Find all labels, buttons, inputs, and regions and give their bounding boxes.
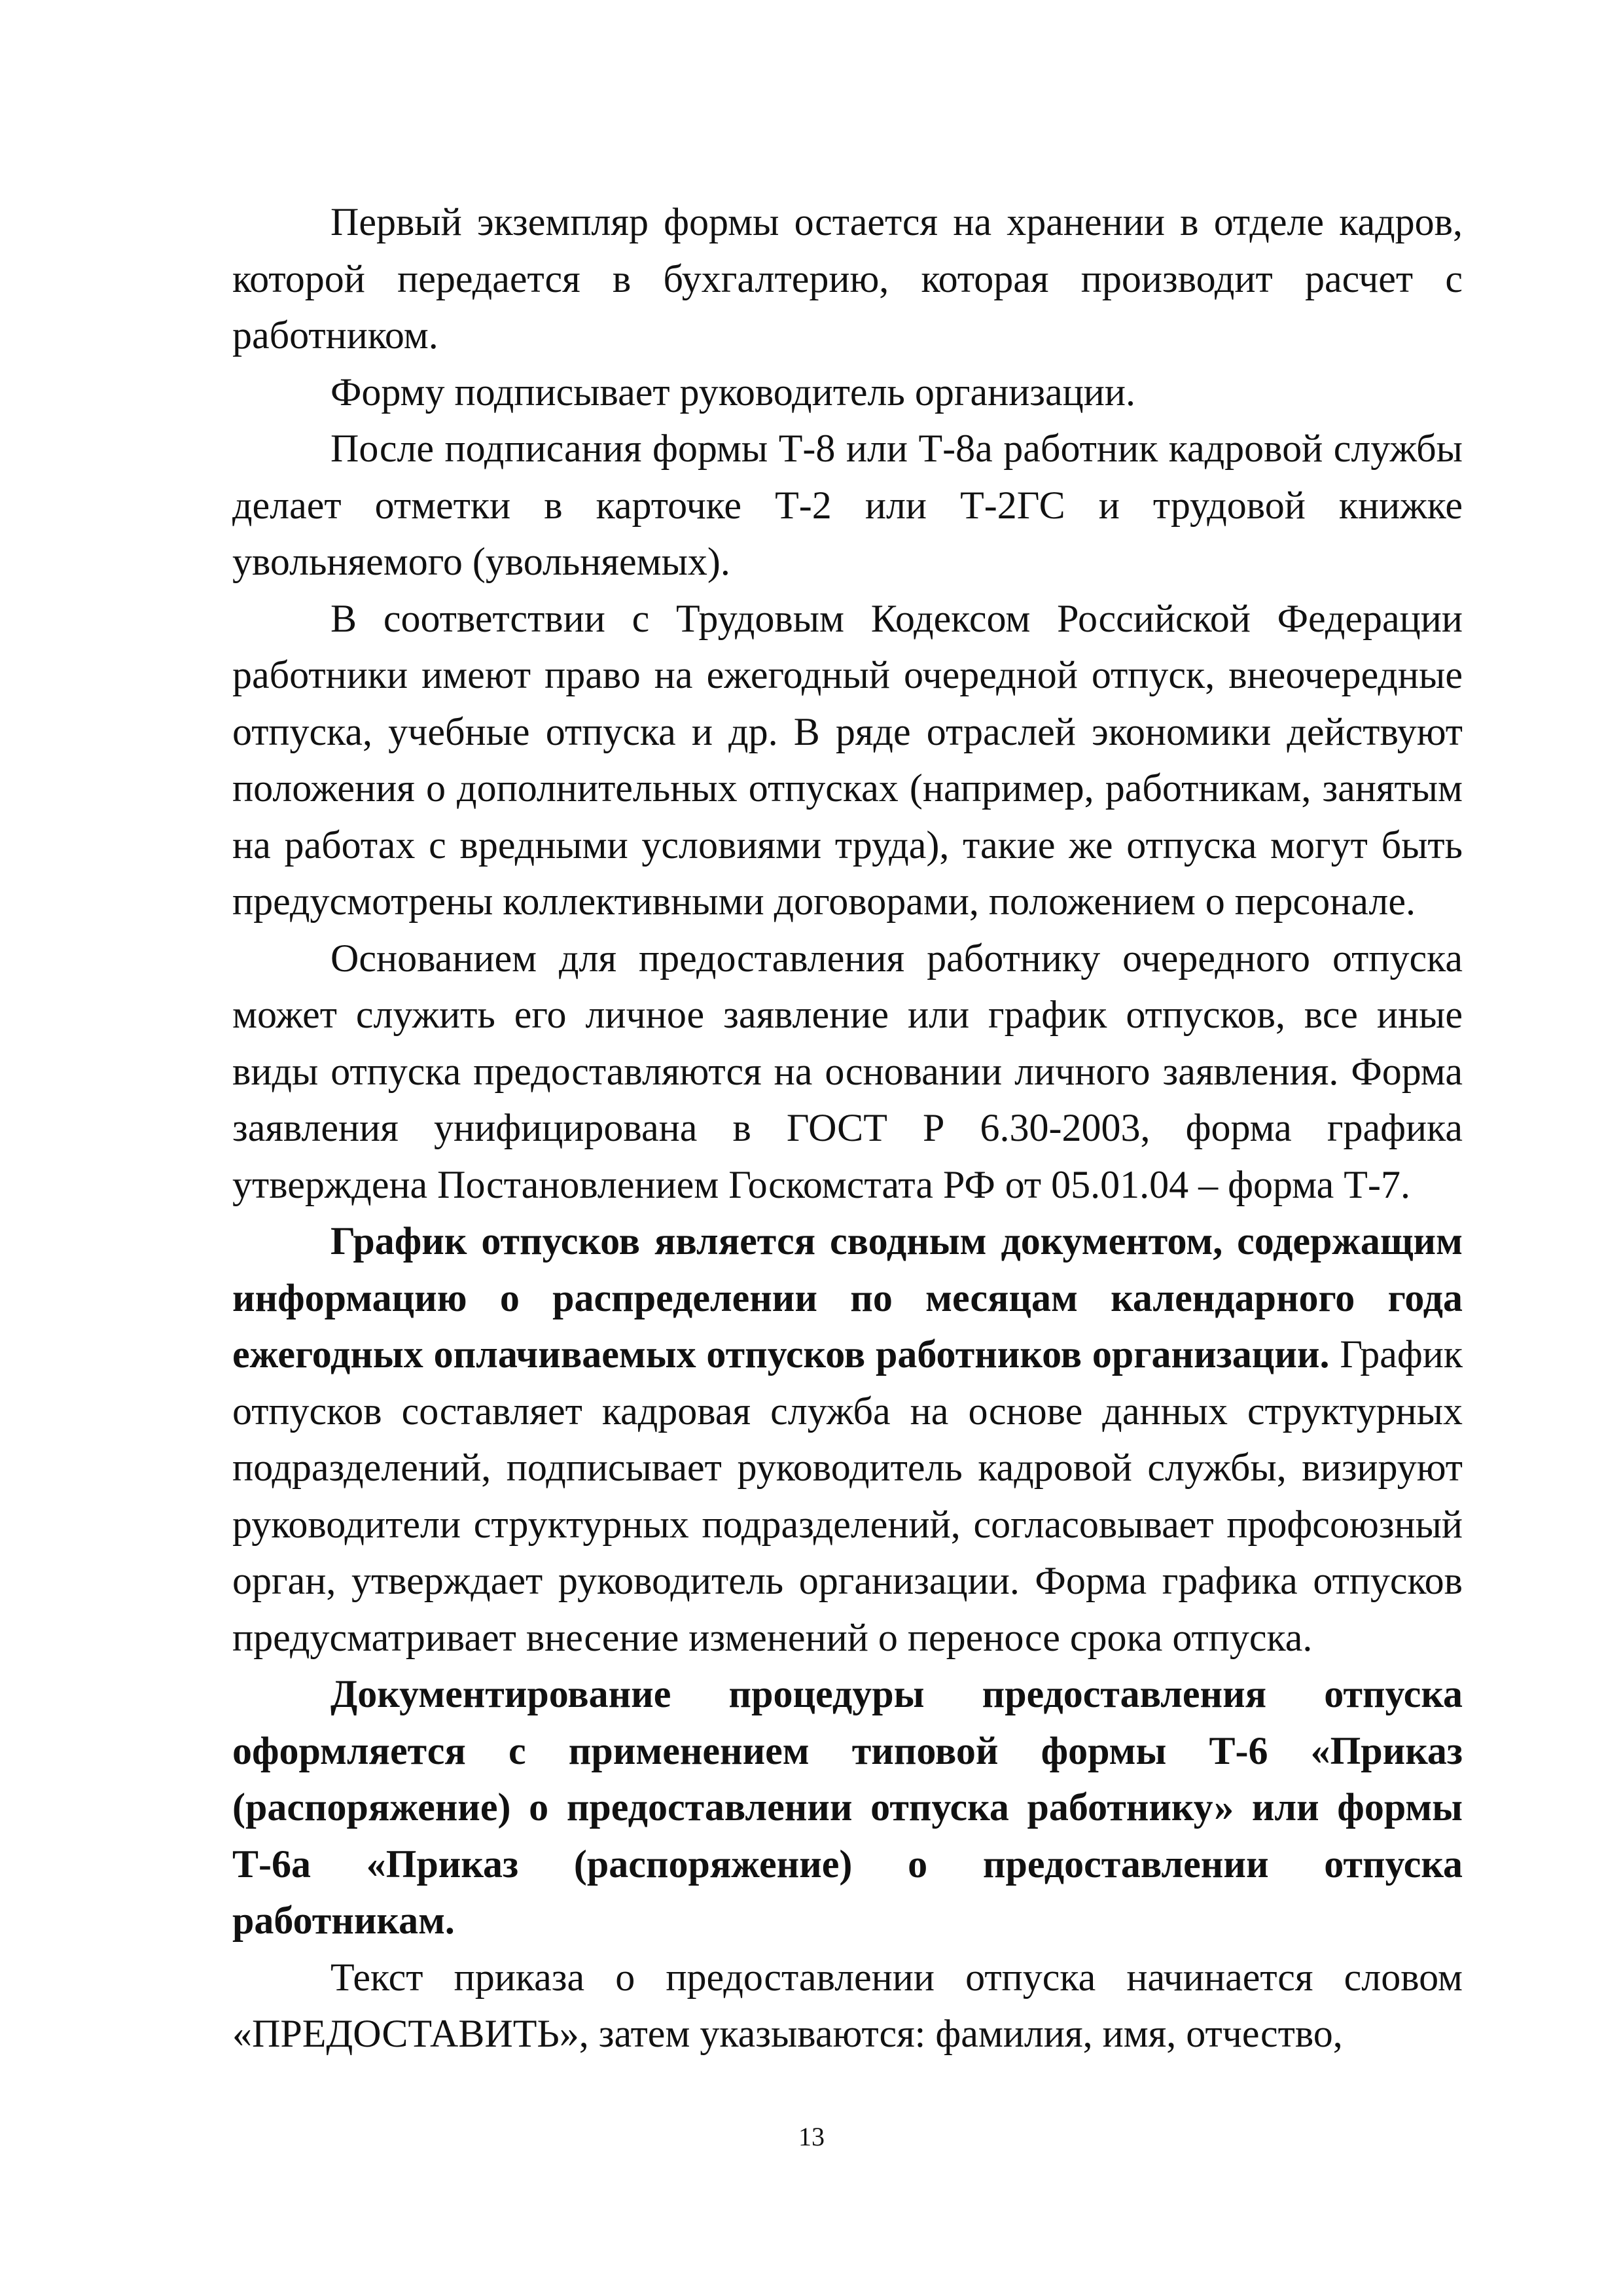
paragraph-3	[232, 420, 1463, 590]
paragraph-1	[232, 194, 1463, 364]
paragraph-8	[232, 1949, 1463, 2062]
paragraph-5	[232, 930, 1463, 1213]
page-number: 13	[798, 2122, 825, 2151]
paragraph-6-text: График отпусков составляет кадровая служба на основе данных структурных подразделений, подписывает руководитель кадровой службы, визируют руководители структурных подразделений, согласовывает профсоюзный орган, утверждает руководитель организации. Форма графика отпусков предусматривает внесение изменений о переносе срока отпуска.	[232, 1333, 1463, 1659]
paragraph-4	[232, 590, 1463, 930]
paragraph-1-text: Первый экземпляр формы остается на хранении в отделе кадров, которой передается в бухгалтерию, которая производит расчет с работником.	[232, 200, 1463, 357]
document-body	[232, 194, 1463, 2062]
paragraph-5-text: Основанием для предоставления работнику очередного отпуска может служить его личное заявление или график отпусков, все иные виды отпуска предоставляются на основании личного заявления. Форма заявления унифицирована в ГОСТ Р 6.30-2003, форма графика утверждена Постановлением Госкомстата РФ от 05.01.04 – форма Т-7.	[232, 936, 1463, 1206]
paragraph-7-bold-text: Документирование процедуры предоставления отпуска оформляется с применением типовой формы Т-6 «Приказ (распоряжение) о предоставлении отпуска работнику» или формы Т-6а «Приказ (распоряжение) о предоставлении отпуска работникам.	[232, 1672, 1463, 1942]
paragraph-8-text: Текст приказа о предоставлении отпуска начинается словом «ПРЕДОСТАВИТЬ», затем указываются: фамилия, имя, отчество,	[232, 1955, 1463, 2055]
paragraph-4-text: В соответствии с Трудовым Кодексом Российской Федерации работники имеют право на ежегодный очередной отпуск, внеочередные отпуска, учебные отпуска и др. В ряде отраслей экономики действуют положения о дополнительных отпусках (например, работникам, занятым на работах с вредными условиями труда), такие же отпуска могут быть предусмотрены коллективными договорами, положением о персонале.	[232, 596, 1463, 923]
paragraph-7	[232, 1666, 1463, 1949]
paragraph-6	[232, 1213, 1463, 1666]
paragraph-6-bold-text: График отпусков является сводным документом, содержащим информацию о распределении по месяцам календарного года ежегодных оплачиваемых отпусков работников организации.	[232, 1219, 1463, 1376]
paragraph-3-text: После подписания формы Т-8 или Т-8а работник кадровой службы делает отметки в карточке Т-2 или Т-2ГС и трудовой книжке увольняемого (увольняемых).	[232, 427, 1463, 583]
paragraph-2	[232, 364, 1463, 421]
paragraph-2-text: Форму подписывает руководитель организации.	[330, 370, 1135, 414]
